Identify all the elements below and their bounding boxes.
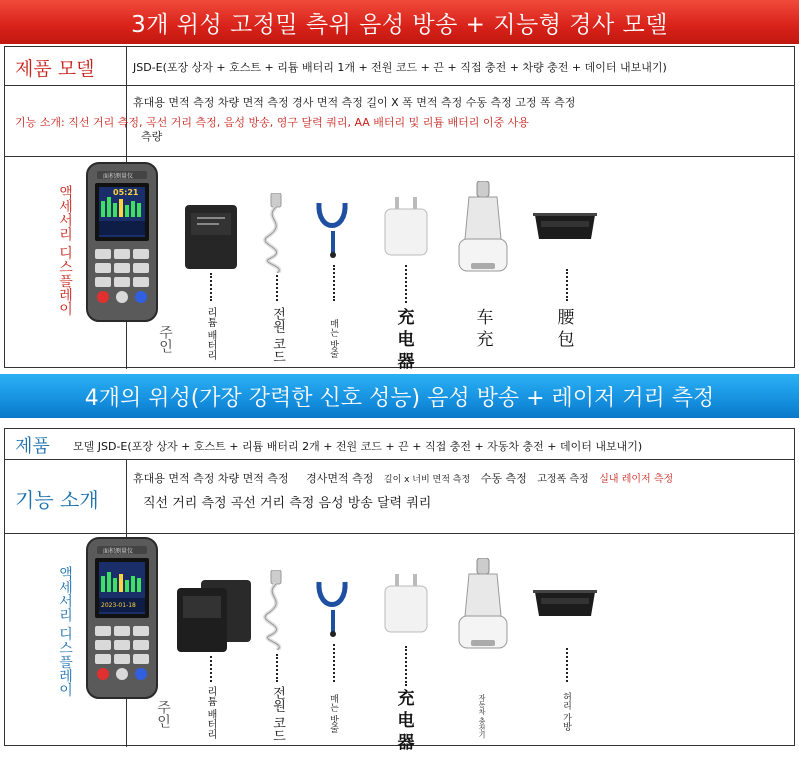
features-line2-2: 직선 거리 측정 곡선 거리 측정 음성 방송 달력 쿼리 [143,496,432,511]
gps-device-image [85,536,159,704]
accessory-label-2: 액세서리 디스플레이 [57,566,73,697]
banner-title-1-text: 3개 위성 고정밀 측위 음성 방송 + 지능형 경사 모델 [131,11,668,38]
device-brand-1: 面积测量仪 [103,173,134,180]
features-row-2 [5,460,794,534]
accessory-row-2 [5,534,794,753]
features-line2-1 [15,114,529,130]
model-label-1: 제품 모델 [15,58,95,80]
device-brand-2: 面积测量仪 [103,548,134,555]
feature-laser: 실내 레이저 측정 [599,474,674,485]
item-charger-1: 充电器 [397,308,415,372]
power-cable-image [257,570,297,654]
battery-pair-image [175,578,253,658]
waist-bag-image [533,209,597,251]
item-waistbag-1: 腰包 [557,308,575,350]
dotted-line [333,644,335,682]
device-date-2: 2023-01-18 [101,602,136,609]
item-carcharger-2: 자동차 충전기 [478,694,486,739]
wall-charger-image [383,197,429,261]
dotted-line [333,265,335,301]
item-host-1: 주인 [157,325,173,353]
item-lanyard-1: 매는 밧줄 [328,319,338,358]
features-line1-2 [133,470,673,486]
dotted-line [405,646,407,686]
banner-title-2-text: 4개의 위성(가장 강력한 신호 성능) 음성 방송 + 레이저 거리 측정 [84,385,715,411]
dotted-line [405,265,407,303]
lanyard-image [313,572,353,648]
model-text-1: JSD-E(포장 상자 + 호스트 + 리튬 배터리 1개 + 전원 코드 + 끈 + 직접 충전 + 차량 충전 + 데이터 내보내기) [133,61,667,74]
features-overlap-text-1: 측량 [141,130,163,143]
divider [126,460,127,533]
accessory-row-1 [5,157,794,372]
dotted-line [566,269,568,301]
banner-title-1 [0,0,799,44]
car-charger-image [457,558,509,654]
item-cable-2: 전원 코드 [270,686,285,743]
item-host-2: 주인 [155,700,171,728]
features-label-2: 기능 소개 [15,488,99,512]
feature-manual: 수동 측정 [480,472,527,485]
spec-table-2 [4,428,795,753]
model-row-1 [5,47,794,86]
item-lanyard-2: 매는 밧줄 [328,694,338,733]
item-waistbag-2: 허리 가방 [561,692,571,731]
features-text-1: 직선 거리 측정, 곡선 거리 측정, 음성 방송, 영구 달력 쿼리, AA 배터리 및 리튬 배터리 이중 사용 [68,116,529,129]
feature-lxw: 길이 x 너비 면적 측정 [383,475,471,485]
item-battery-2: 리튬 배터리 [205,686,216,740]
dotted-line [276,275,278,301]
features-row-1 [5,86,794,157]
features-line1-1: 휴대용 면적 측정 차량 면적 측정 경사 면적 측정 길이 X 폭 면적 측정 수동 측정 고정 폭 측정 [133,96,576,109]
dotted-line [566,648,568,682]
divider [126,47,127,85]
battery-image [183,203,239,275]
wall-charger-image [383,574,429,638]
feature-fixed-width: 고정폭 측정 [537,474,589,485]
waist-bag-image [533,586,597,628]
item-cable-1: 전원 코드 [270,307,285,364]
gps-device-image [85,161,159,327]
dotted-line [210,273,212,301]
model-text-2: 모델 JSD-E(포장 상자 + 호스트 + 리튬 배터리 2개 + 전원 코드 + 끈 + 직접 충전 + 자동차 충전 + 데이터 내보내기) [73,440,643,453]
accessory-label-1: 액세서리 디스플레이 [57,185,73,316]
item-battery-1: 리튬 배터리 [205,307,216,361]
lanyard-image [313,193,353,269]
power-cable-image [257,193,297,277]
features-label-1: 기능 소개: [15,116,65,129]
banner-title-2 [0,374,799,418]
car-charger-image [457,181,509,277]
item-charger-2: 充电器 [397,689,415,753]
dotted-line [276,654,278,682]
item-carcharger-1: 车充 [476,308,494,350]
spec-table-1 [4,46,795,372]
model-label-2: 제품 [15,436,50,457]
feature-handheld-vehicle: 휴대용 면적 측정 차량 면적 측정 [133,472,289,485]
device-time-1: 05:21 [113,188,139,197]
model-row-2 [5,429,794,460]
dotted-line [210,656,212,682]
feature-slope: 경사면적 측정 [306,472,374,485]
